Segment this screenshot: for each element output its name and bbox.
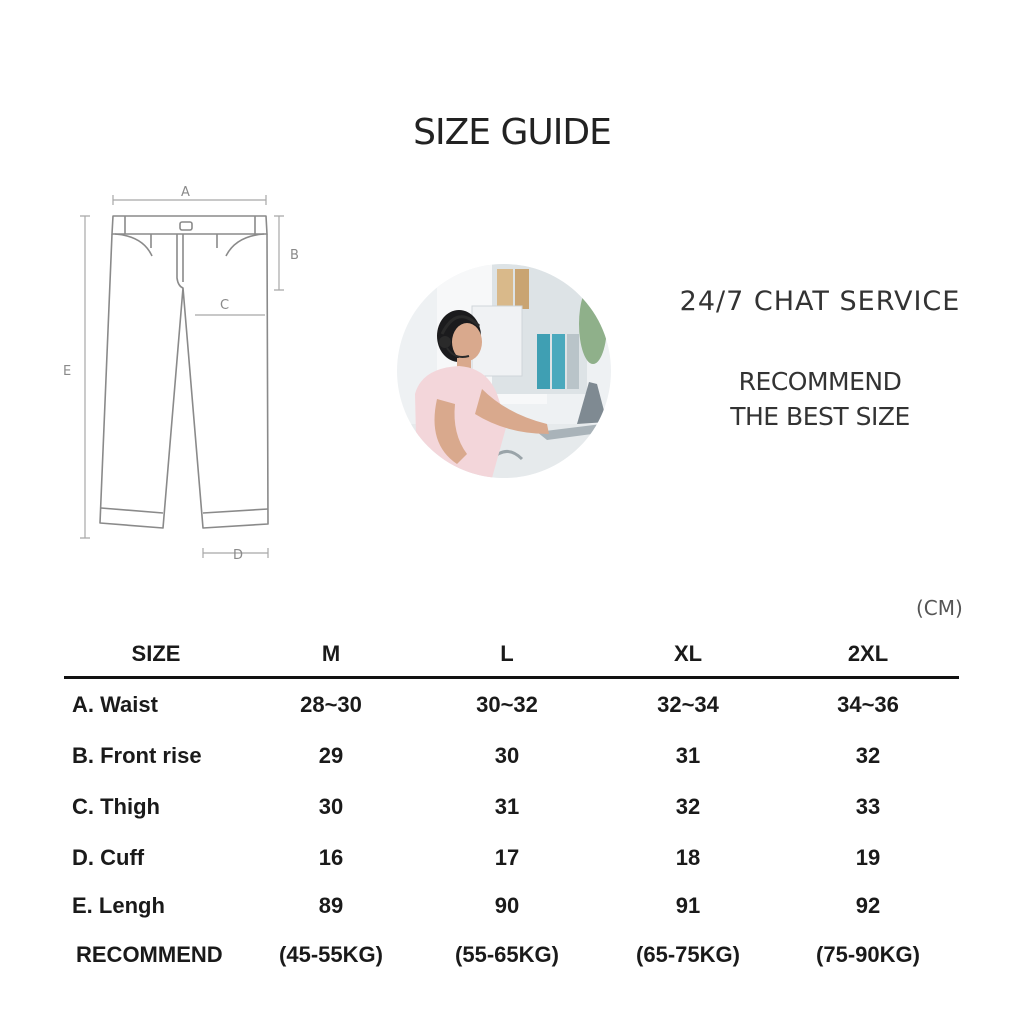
row-label: C. Thigh	[72, 793, 160, 819]
table-row	[64, 832, 959, 883]
page-title: SIZE GUIDE	[413, 112, 611, 153]
chat-service-promo	[640, 286, 1000, 434]
table-cell: 31	[494, 793, 520, 819]
row-label: B. Front rise	[72, 742, 202, 768]
table-cell: 32	[855, 742, 881, 768]
unit-label: (CM)	[916, 596, 963, 620]
header-size-label: SIZE	[131, 641, 181, 666]
header-size-l: L	[500, 641, 514, 666]
table-cell: (55-65KG)	[455, 941, 559, 967]
table-cell: 32	[675, 793, 701, 819]
table-cell: 90	[494, 893, 520, 918]
table-row	[64, 781, 959, 832]
table-cell: 29	[318, 742, 344, 768]
size-table	[64, 632, 959, 980]
table-cell: 91	[675, 893, 701, 918]
dimension-label-b: B	[290, 248, 299, 263]
table-cell: 32~34	[657, 691, 719, 717]
table-cell: 17	[494, 844, 520, 870]
header-size-2xl: 2XL	[847, 641, 889, 666]
header-size-m: M	[321, 641, 341, 666]
row-label: D. Cuff	[72, 844, 145, 870]
row-label: A. Waist	[72, 691, 158, 717]
table-cell: 30	[494, 742, 520, 768]
dimension-label-c: C	[220, 298, 230, 313]
table-cell: 31	[675, 742, 701, 768]
table-row	[64, 929, 959, 980]
table-header-row	[64, 632, 959, 679]
pants-outline-illustration	[55, 178, 315, 568]
dimension-label-d: D	[233, 548, 244, 563]
table-row	[64, 679, 959, 730]
chat-service-photo	[397, 264, 611, 478]
table-cell: 28~30	[300, 691, 362, 717]
table-cell: 30	[318, 793, 344, 819]
table-cell: (45-55KG)	[279, 941, 383, 967]
table-cell: (65-75KG)	[636, 941, 740, 967]
recommend-line-1: RECOMMEND	[738, 367, 902, 396]
pants-diagram	[55, 178, 315, 568]
table-cell: 33	[855, 793, 881, 819]
table-cell: 89	[318, 893, 344, 918]
dimension-label-e: E	[63, 364, 72, 379]
table-cell: 30~32	[476, 691, 538, 717]
table-cell: 92	[855, 893, 881, 918]
dimension-label-a: A	[181, 185, 190, 200]
chat-service-heading: 24/7 CHAT SERVICE	[679, 286, 961, 317]
recommend-line-2: THE BEST SIZE	[730, 402, 910, 431]
table-cell: (75-90KG)	[816, 941, 920, 967]
table-row	[64, 883, 959, 929]
row-label: E. Lengh	[72, 893, 165, 918]
table-cell: 34~36	[837, 691, 899, 717]
header-size-xl: XL	[673, 641, 703, 666]
table-cell: 16	[318, 844, 344, 870]
table-cell: 19	[855, 844, 881, 870]
table-row	[64, 730, 959, 781]
table-cell: 18	[675, 844, 701, 870]
recommend-size-text	[640, 364, 1000, 434]
row-label: RECOMMEND	[76, 941, 223, 967]
